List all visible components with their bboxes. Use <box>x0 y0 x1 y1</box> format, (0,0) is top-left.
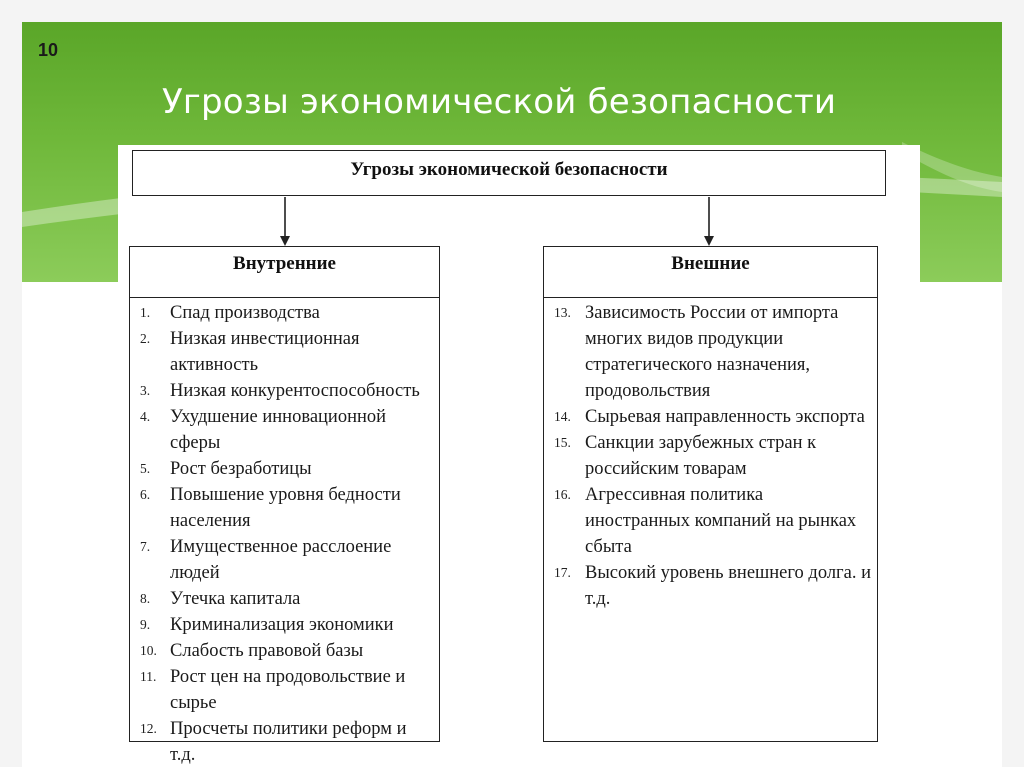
item-number: 16. <box>554 487 571 502</box>
root-node <box>132 150 886 196</box>
list-item <box>544 300 877 404</box>
list-item <box>130 378 439 404</box>
item-text: Рост безработицы <box>170 459 312 479</box>
item-text: Спад производства <box>170 303 320 323</box>
item-text: Агрессивная политика иностранных компаний на рынках сбыта <box>585 485 857 557</box>
item-number: 12. <box>140 721 157 736</box>
item-text: Санкции зарубежных стран к российским товарам <box>585 433 817 479</box>
slide-title: Угрозы экономической безопасности <box>162 82 837 122</box>
item-number: 6. <box>140 487 151 502</box>
internal-threats-box <box>129 246 440 765</box>
item-number: 1. <box>140 305 151 320</box>
item-number: 10. <box>140 643 157 658</box>
list-item <box>544 430 877 482</box>
list-item <box>130 638 439 664</box>
item-text: Слабость правовой базы <box>170 641 364 661</box>
list-item <box>130 404 439 456</box>
item-text: Криминализация экономики <box>170 615 394 635</box>
list-item <box>130 300 439 326</box>
list-item <box>130 326 439 378</box>
item-number: 2. <box>140 331 151 346</box>
item-text: Просчеты политики реформ и т.д. <box>170 719 407 765</box>
item-number: 17. <box>554 565 571 580</box>
internal-header <box>130 247 439 298</box>
item-text: Ухудшение инновационной сферы <box>170 407 387 453</box>
item-number: 3. <box>140 383 151 398</box>
list-item <box>130 534 439 586</box>
item-number: 14. <box>554 409 571 424</box>
item-number: 7. <box>140 539 151 554</box>
root-node-label: Угрозы экономической безопасности <box>350 159 668 180</box>
item-text: Низкая инвестиционная активность <box>170 329 360 375</box>
list-item <box>544 482 877 560</box>
internal-threats-list <box>130 300 439 768</box>
item-text: Сырьевая направленность экспорта <box>585 407 865 427</box>
list-item <box>544 560 877 612</box>
external-threats-list <box>544 300 877 612</box>
item-text: Утечка капитала <box>170 589 301 609</box>
item-text: Повышение уровня бедности населения <box>170 485 401 531</box>
item-text: Низкая конкурентоспособность <box>170 381 420 401</box>
item-number: 13. <box>554 305 571 320</box>
list-item <box>130 482 439 534</box>
item-text: Зависимость России от импорта многих видов продукции стратегического назначения, продовольствия <box>585 303 839 401</box>
list-item <box>130 586 439 612</box>
item-number: 9. <box>140 617 151 632</box>
external-header <box>544 247 877 298</box>
item-number: 15. <box>554 435 571 450</box>
list-item <box>130 664 439 716</box>
list-item <box>130 456 439 482</box>
list-item <box>130 612 439 638</box>
list-item <box>130 716 439 768</box>
internal-header-label: Внутренние <box>233 253 336 274</box>
item-number: 8. <box>140 591 151 606</box>
item-text: Рост цен на продовольствие и сырье <box>170 667 406 713</box>
item-text: Высокий уровень внешнего долга. и т.д. <box>585 563 872 609</box>
item-number: 4. <box>140 409 151 424</box>
item-number: 11. <box>140 669 157 684</box>
item-number: 5. <box>140 461 151 476</box>
list-item <box>544 404 877 430</box>
external-header-label: Внешние <box>671 253 750 274</box>
slide-number: 10 <box>38 40 59 60</box>
external-threats-box <box>543 246 878 742</box>
item-text: Имущественное расслоение людей <box>170 537 392 583</box>
